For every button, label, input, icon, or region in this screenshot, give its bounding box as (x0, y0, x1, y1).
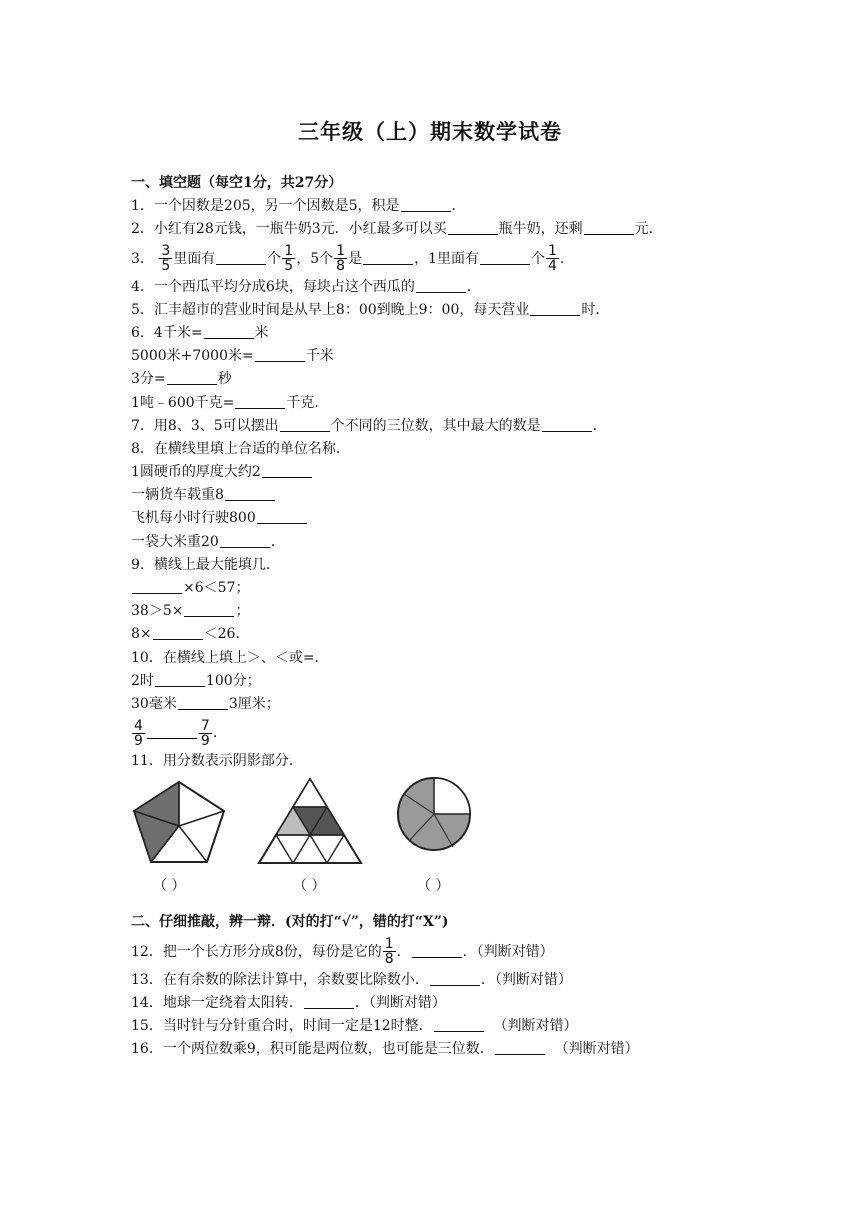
answer-blank[interactable] (235, 394, 285, 409)
answer-blank[interactable] (220, 533, 270, 548)
answer-blank[interactable] (363, 250, 413, 265)
question-2: 2．小红有28元钱，一瓶牛奶3元．小红最多可以买 瓶牛奶，还剩 元． (131, 221, 663, 238)
fraction: $\frac{4}{9}$ (134, 717, 143, 749)
question-10: 10．在横线上填上＞、＜或=． (131, 649, 329, 666)
answer-blank[interactable] (178, 695, 228, 710)
answer-blank[interactable] (216, 250, 266, 265)
question-10c: $\frac{4}{9}$ $\frac{7}{9}$ . (134, 717, 218, 749)
answer-paren-3[interactable]: （ ） (417, 878, 450, 895)
answer-blank[interactable] (412, 943, 462, 958)
answer-blank[interactable] (184, 602, 234, 617)
question-9a: ×6＜57； (131, 577, 751, 600)
answer-blank[interactable] (262, 463, 312, 478)
answer-blank[interactable] (167, 370, 217, 385)
fraction: $\frac{1}{5}$ (284, 243, 294, 275)
fraction: $\frac{1}{8}$ (384, 936, 394, 967)
answer-blank[interactable] (448, 220, 498, 235)
answer-blank[interactable] (255, 347, 305, 362)
question-10b: 30毫米 3厘米； (131, 695, 280, 712)
question-4: 4．一个西瓜平均分成6块，每块占这个西瓜的 ． (131, 278, 481, 295)
question-9: 9．横线上最大能填几． (131, 556, 280, 573)
fraction: $\frac{3}{5}$ (161, 243, 171, 275)
answer-blank[interactable] (542, 417, 592, 432)
question-11: 11．用分数表示阴影部分． (131, 753, 303, 770)
circle-figure (395, 775, 473, 853)
fraction: $\frac{1}{4}$ (547, 243, 557, 275)
answer-blank[interactable] (530, 301, 580, 316)
question-3: 3． $\frac{3}{5}$ 里面有 个 $\frac{1}{5}$ ，5个 $\frac{1}{8}$ 是 ，1里面有 个 $\frac{1}{4}$ . (131, 243, 565, 275)
answer-blank[interactable] (225, 486, 275, 501)
question-6c: 3分= 秒 (131, 371, 232, 388)
question-14: 14．地球一定绕着太阳转． ．（判断对错） (131, 994, 446, 1011)
question-8b: 一辆货车载重8 (131, 484, 751, 507)
answer-paren-2[interactable]: （ ） (293, 878, 326, 895)
answer-blank[interactable] (401, 197, 451, 212)
question-16: 16．一个两位数乘9，积可能是两位数，也可能是三位数． （判断对错） (131, 1041, 639, 1058)
question-8c: 飞机每小时行驶800 (131, 507, 751, 530)
fraction-figures (131, 773, 751, 901)
question-6b: 5000米+7000米= 千米 (131, 348, 334, 365)
answer-paren-1[interactable]: （ ） (153, 878, 186, 895)
answer-blank[interactable] (304, 994, 354, 1009)
question-8a: 1圆硬币的厚度大约2 (131, 461, 751, 484)
page-title: 三年级（上）期末数学试卷 (298, 119, 562, 144)
question-9b: 38＞5× ； (131, 603, 250, 620)
answer-blank[interactable] (204, 324, 254, 339)
answer-blank[interactable] (434, 1017, 484, 1032)
question-12: 12．把一个长方形分成8份，每份是它的 $\frac{1}{8}$ ． ．（判断对错） (131, 936, 554, 967)
question-10a: 2时 100分； (131, 672, 261, 689)
answer-blank[interactable] (153, 625, 203, 640)
question-5: 5．汇丰超市的营业时间是从早上8：00到晚上9：00，每天营业 时． (131, 301, 610, 318)
pentagon-figure (131, 779, 227, 865)
question-13: 13．在有余数的除法计算中，余数要比除数小． ．（判断对错） (131, 971, 572, 988)
answer-blank[interactable] (257, 509, 307, 524)
fraction: $\frac{1}{8}$ (336, 243, 346, 275)
triangle-figure (257, 777, 363, 865)
section-2-heading: 二、仔细推敲，辨一辩．(对的打“√”，错的打“X”) (131, 914, 449, 931)
answer-blank[interactable] (147, 724, 197, 739)
question-8d: 一袋大米重20 ． (131, 533, 285, 550)
answer-blank[interactable] (584, 220, 634, 235)
answer-blank[interactable] (132, 579, 182, 594)
answer-blank[interactable] (280, 417, 330, 432)
question-6a: 6．4千米= 米 (131, 324, 269, 341)
answer-blank[interactable] (416, 278, 466, 293)
question-9c: 8× ＜26． (131, 626, 250, 643)
answer-blank[interactable] (155, 672, 205, 687)
question-6d: 1吨﹣600千克= 千克． (131, 394, 329, 411)
answer-blank[interactable] (430, 971, 480, 986)
question-15: 15．当时针与分针重合时，时间一定是12时整． （判断对错） (131, 1017, 578, 1034)
question-1: 1．一个因数是205，另一个因数是5，积是 ． (131, 198, 466, 215)
question-7: 7．用8、3、5可以摆出 个不同的三位数，其中最大的数是 ． (131, 417, 607, 434)
section-1-heading: 一、填空题（每空1分，共27分） (131, 175, 343, 191)
answer-blank[interactable] (480, 250, 530, 265)
fraction: $\frac{7}{9}$ (200, 717, 210, 749)
answer-blank[interactable] (495, 1040, 545, 1055)
question-8: 8．在横线里填上合适的单位名称． (131, 440, 350, 457)
exam-content (131, 172, 751, 1061)
